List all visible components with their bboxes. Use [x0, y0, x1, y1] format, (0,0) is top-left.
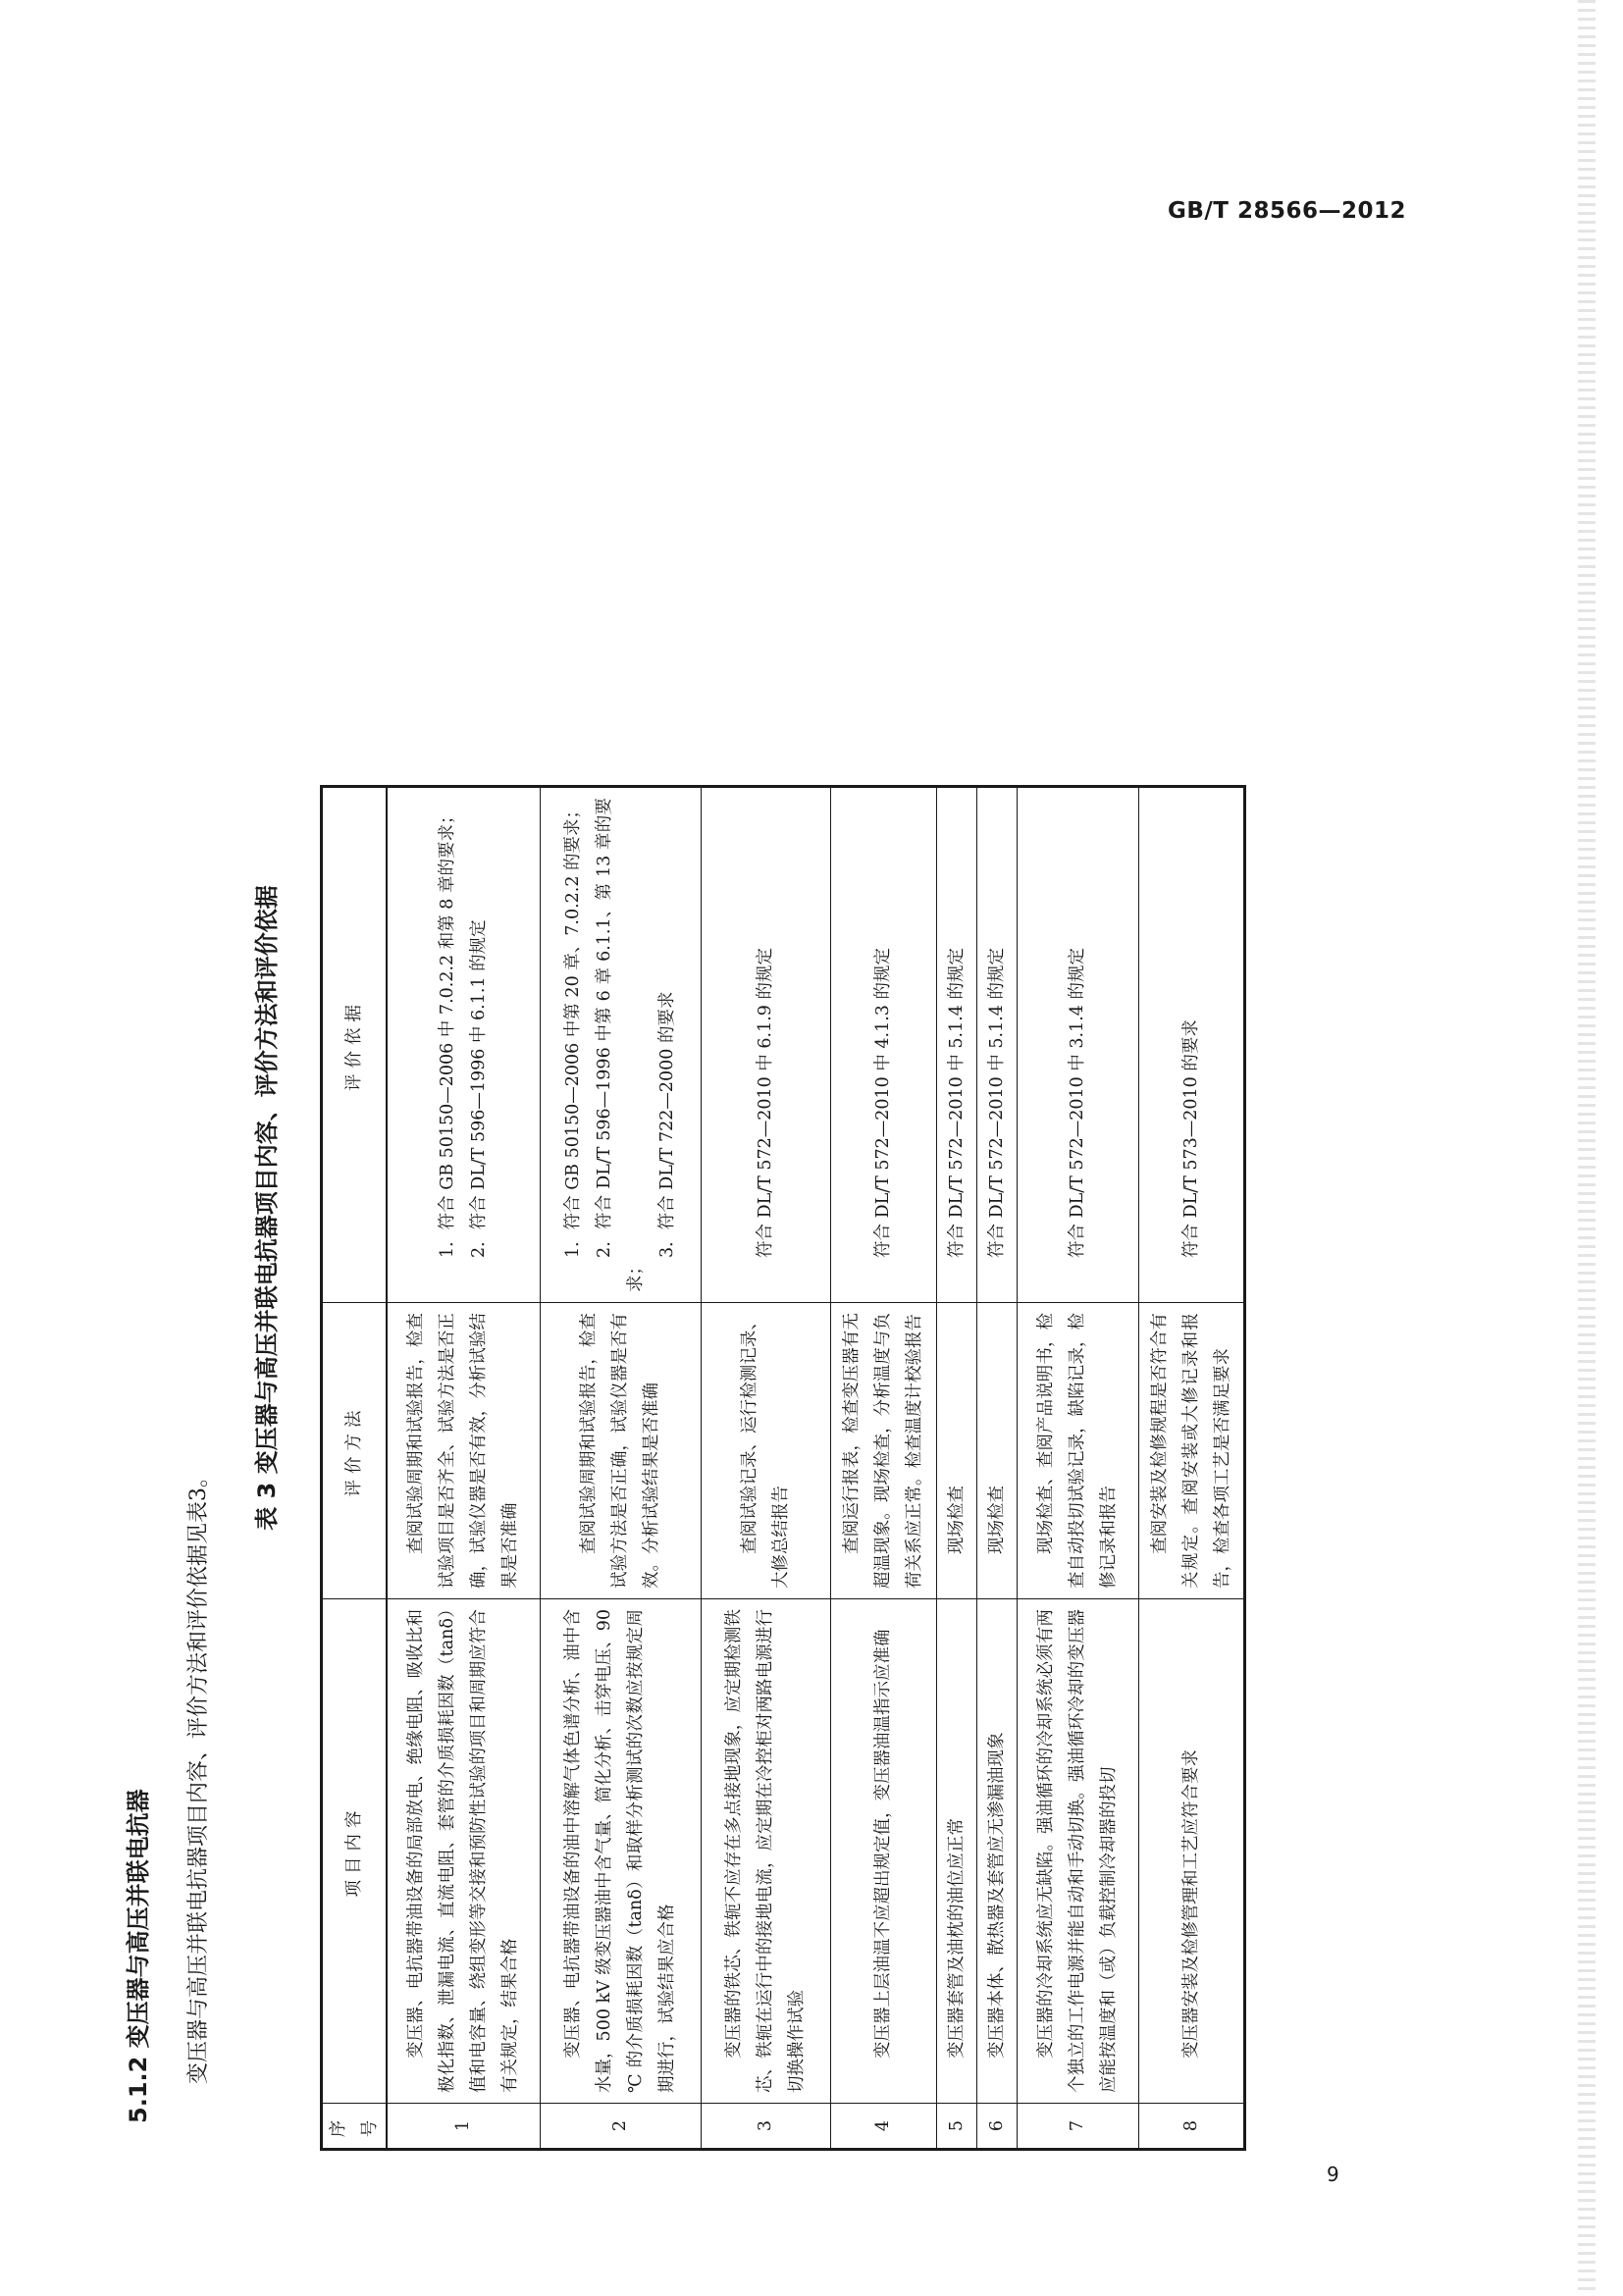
row-method	[830, 1303, 936, 1599]
page-number: 9	[1327, 2163, 1339, 2186]
row-content	[1138, 1599, 1244, 2104]
page-edge-binding	[1578, 0, 1596, 2296]
row-method-text: 查阅试验周期和试验报告，检查试验项目是否齐全、试验方法是否正确，试验仪器是否有效，分析试验结果是否准确	[406, 1313, 521, 1589]
basis-line: 符合 DL/T 572—2010 中 3.1.4 的规定	[1068, 948, 1087, 1258]
table-row	[387, 787, 540, 2150]
row-number: 3	[701, 2104, 830, 2150]
table-row	[540, 787, 701, 2150]
row-content-text: 变压器上层油温不应超出规定值，变压器油温指示应准确	[873, 1629, 893, 2059]
basis-line: 符合 DL/T 573—2010 的要求	[1180, 1019, 1201, 1258]
row-number: 1	[387, 2104, 540, 2150]
row-method	[936, 1303, 976, 1599]
row-method	[1017, 1303, 1138, 1599]
row-basis	[387, 787, 540, 1303]
row-method	[540, 1303, 701, 1599]
row-content	[387, 1599, 540, 2104]
basis-line: 3．符合 DL/T 722—2000 的要求	[657, 991, 677, 1258]
table-row	[830, 787, 936, 2150]
row-method-text: 查阅试验记录、运行检测记录、大修总结报告	[740, 1313, 791, 1589]
row-method-text: 现场检查、查阅产品说明书，检查自动投切试验记录，缺陷记录，检修记录和报告	[1036, 1313, 1119, 1589]
row-content	[830, 1599, 936, 2104]
row-number: 4	[830, 2104, 936, 2150]
row-basis	[830, 787, 936, 1303]
row-content	[936, 1599, 976, 2104]
basis-line: 符合 DL/T 572—2010 中 6.1.9 的规定	[756, 948, 775, 1258]
row-number: 7	[1017, 2104, 1138, 2150]
row-content-text: 变压器、电抗器带油设备的局部放电、绝缘电阻、吸收比和极化指数、泄漏电流、直流电阻、套管的介质损耗因数（tanδ）值和电容量、绕组变形等交接和预防性试验的项目和周期应符合有关规定，结果合格	[406, 1609, 521, 2093]
intro-paragraph: 变压器与高压并联电抗器项目内容、评价方法和评价依据见表3。	[186, 1466, 211, 2084]
row-content-text: 变压器、电抗器带油设备的油中溶解气体色谱分析、油中含水量，500 kV 级变压器油中含气量、简化分析、击穿电压、90 ℃ 的介质损耗因数（tanδ）和取样分析测试的次数应按规定周期进行，试验结果应合格	[563, 1609, 677, 2093]
row-method-text: 现场检查	[946, 1486, 967, 1554]
row-content-text: 变压器的冷却系统应无缺陷。强油循环的冷却系统必须有两个独立的工作电源并能自动和手动切换。强油循环冷却的变压器应能按温度和（或）负载控制冷却器的投切	[1036, 1609, 1119, 2093]
table-row	[1138, 787, 1244, 2150]
rotated-content	[119, 265, 1458, 2151]
basis-line: 符合 DL/T 572—2010 中 5.1.4 的规定	[986, 948, 1007, 1258]
section-heading: 5.1.2 变压器与高压并联电抗器	[125, 1789, 152, 2123]
row-basis	[936, 787, 976, 1303]
row-content	[1017, 1599, 1138, 2104]
row-basis	[1138, 787, 1244, 1303]
row-basis	[540, 787, 701, 1303]
row-basis	[976, 787, 1017, 1303]
row-content	[540, 1599, 701, 2104]
row-method-text: 查阅运行报表，检查变压器有无超温现象。现场检查，分析温度与负荷关系应正常。检查温度计校验报告	[842, 1313, 924, 1589]
row-content	[976, 1599, 1017, 2104]
row-content	[701, 1599, 830, 2104]
evaluation-table	[320, 785, 1246, 2151]
basis-line: 1．符合 GB 50150—2006 中 7.0.2.2 和第 8 章的要求；	[438, 807, 458, 1258]
row-number: 8	[1138, 2104, 1244, 2150]
row-number: 2	[540, 2104, 701, 2150]
row-method	[976, 1303, 1017, 1599]
table-wrapper	[320, 785, 1246, 2151]
row-number: 5	[936, 2104, 976, 2150]
basis-line: 符合 DL/T 572—2010 中 5.1.4 的规定	[946, 948, 967, 1258]
row-basis	[701, 787, 830, 1303]
header-no: 序号	[322, 2104, 388, 2150]
basis-line: 2．符合 DL/T 596—1996 中第 6 章 6.1.1、第 13 章的要求；	[595, 798, 646, 1292]
row-method-text: 现场检查	[986, 1486, 1007, 1554]
basis-line: 符合 DL/T 572—2010 中 4.1.3 的规定	[873, 948, 893, 1258]
table-body	[387, 787, 1244, 2150]
header-basis: 评价依据	[322, 787, 388, 1303]
table-row	[936, 787, 976, 2150]
table-row	[976, 787, 1017, 2150]
row-content-text: 变压器的铁芯、铁轭不应存在多点接地现象，应定期检测铁芯、铁轭在运行中的接地电流，应定期在冷控柜对两路电源进行切换操作试验	[724, 1609, 807, 2093]
basis-line: 1．符合 GB 50150—2006 中第 20 章、7.0.2.2 的要求；	[563, 801, 583, 1258]
row-method	[1138, 1303, 1244, 1599]
table-header-row	[322, 787, 388, 2150]
row-method	[387, 1303, 540, 1599]
basis-line: 2．符合 DL/T 596—1996 中 6.1.1 的规定	[469, 919, 490, 1258]
row-content-text: 变压器安装及检修管理和工艺应符合要求	[1180, 1749, 1201, 2059]
table-row	[1017, 787, 1138, 2150]
row-method	[701, 1303, 830, 1599]
row-content-text: 变压器套管及油枕的油位应正常	[946, 1818, 967, 2059]
row-number: 6	[976, 2104, 1017, 2150]
header-content: 项目内容	[322, 1599, 388, 2104]
row-method-text: 查阅安装及检修规程是否符合有关规定。查阅安装或大修记录和报告，检查各项工艺是否满足要求	[1149, 1313, 1232, 1589]
header-method: 评价方法	[322, 1303, 388, 1599]
row-content-text: 变压器本体、散热器及套管应无渗漏油现象	[986, 1732, 1007, 2059]
table-title: 表 3 变压器与高压并联电抗器项目内容、评价方法和评价依据	[253, 885, 281, 1531]
row-method-text: 查阅试验周期和试验报告，检查试验方法是否正确，试验仪器是否有效。分析试验结果是否准确	[579, 1313, 661, 1589]
table-row	[701, 787, 830, 2150]
row-basis	[1017, 787, 1138, 1303]
standard-code: GB/T 28566—2012	[1168, 198, 1407, 224]
